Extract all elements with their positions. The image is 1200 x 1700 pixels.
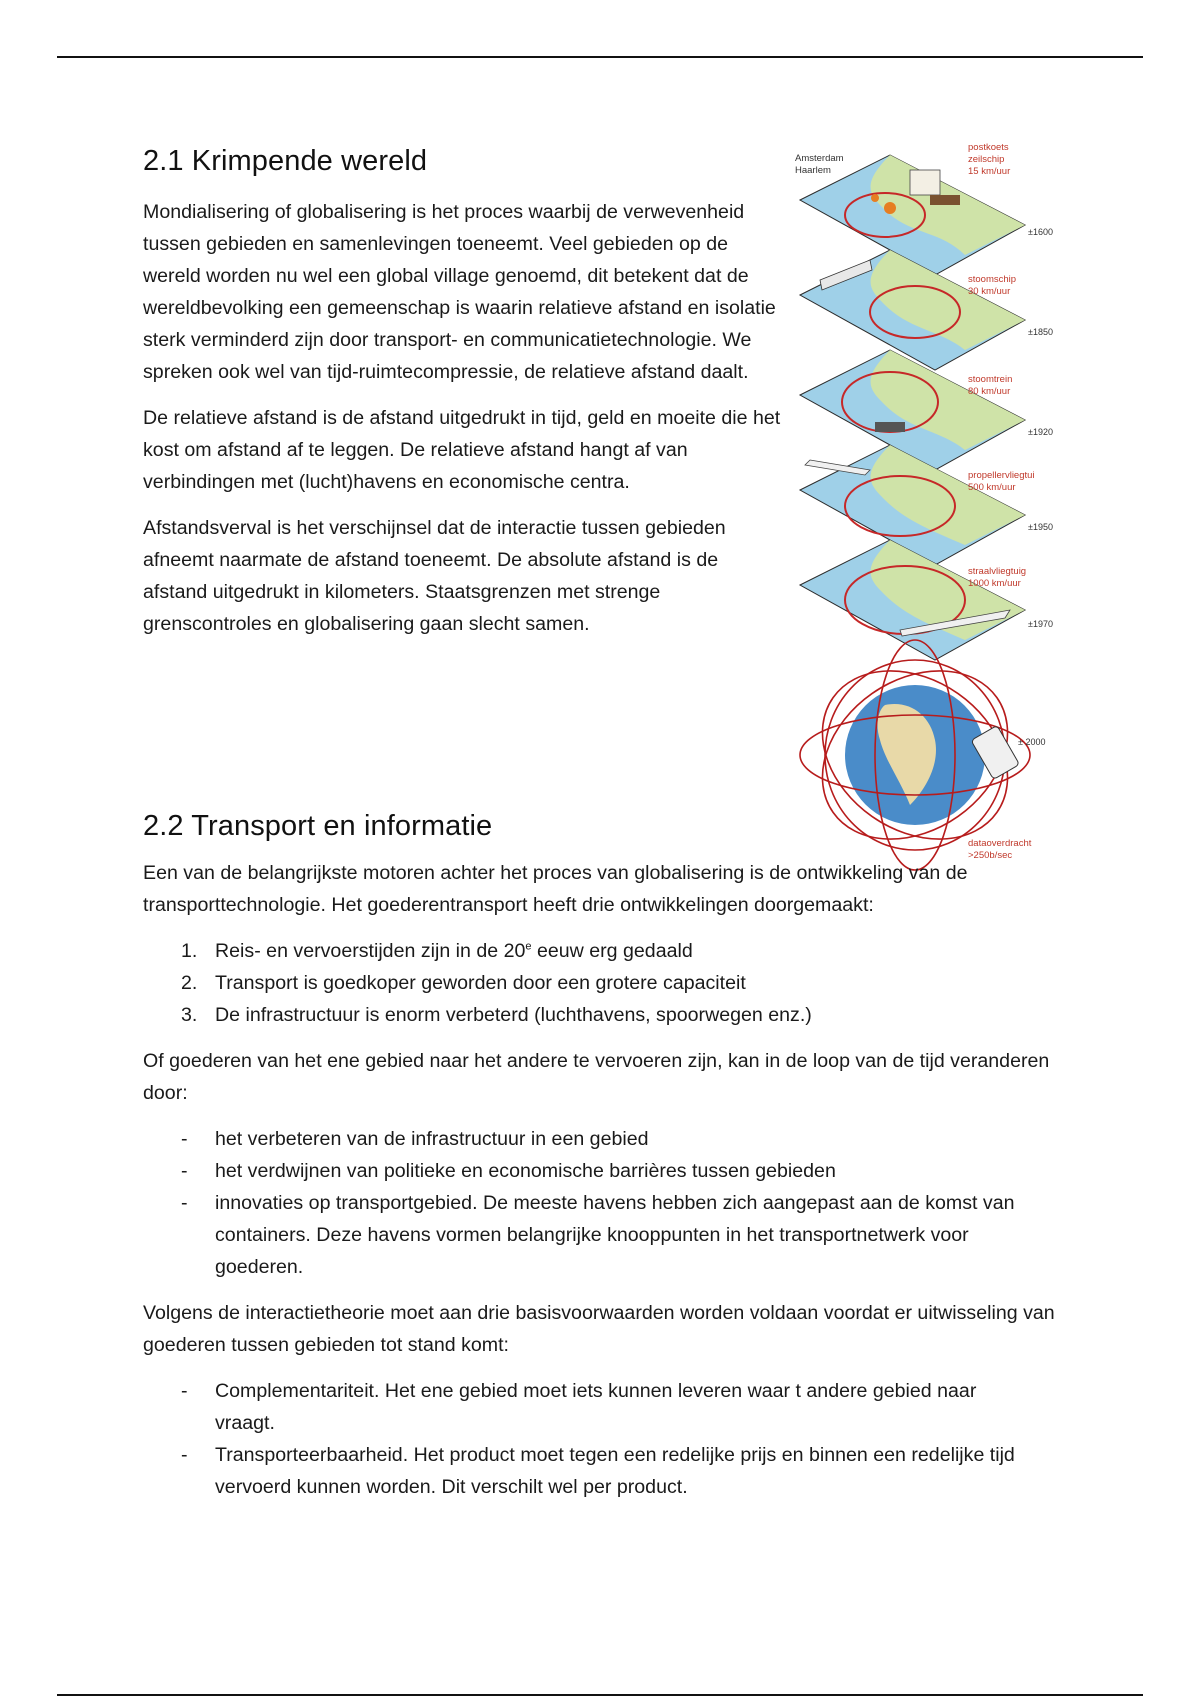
list-text: Transport is goedkoper geworden door een grotere capaciteit (215, 972, 746, 994)
paragraph: Volgens de interactietheorie moet aan drie basisvoorwaarden worden voldaan voordat er uitwisseling van goederen tussen gebieden tot stand komt: (143, 1302, 1055, 1356)
dash-marker: - (181, 1192, 188, 1214)
label-amsterdam: Amsterdam (795, 153, 844, 164)
paragraph: Mondialisering of globalisering is het proces waarbij de verwevenheid tussen gebieden en samenlevingen toeneemt. Veel gebieden op de wereld worden nu wel een global village genoemd, dit betekent dat de wereldbevolking een gemeenschap is waarin relatieve afstand en isolatie sterk verminderd zijn door transport- en communicatietechnologie. We spreken ook wel van tijd-ruimtecompressie, de relatieve afstand daalt. (143, 201, 776, 383)
map-layer-1970 (800, 540, 1025, 660)
year-label: ± 2000 (1018, 737, 1046, 747)
list-text: Reis- en vervoerstijden zijn in de 20 (215, 940, 526, 962)
list-text: eeuw erg gedaald (531, 940, 693, 962)
label-speed-3: 80 km/uur (968, 386, 1011, 397)
label-speed-1: 15 km/uur (968, 166, 1011, 177)
year-label: ±1850 (1028, 327, 1053, 337)
list-item (181, 935, 1063, 967)
label-zeilschip: zeilschip (968, 154, 1005, 165)
label-speed-6: >250b/sec (968, 850, 1013, 861)
section-title: 2.1 Krimpende wereld (143, 145, 428, 177)
year-label: ±1600 (1028, 227, 1053, 237)
label-speed-2: 30 km/uur (968, 286, 1011, 297)
list-number: 2. (181, 972, 198, 994)
list-number: 1. (181, 940, 198, 962)
label-data: dataoverdracht (968, 838, 1032, 849)
list-text: innovaties op transportgebied. De meeste havens hebben zich aangepast aan de komst van containers. Deze havens vormen belangrijke knooppunten in het transportnetwerk voor goederen. (215, 1192, 1015, 1278)
header-rule (57, 56, 1143, 58)
section-krimpende-wereld (143, 145, 783, 654)
year-label: ±1950 (1028, 522, 1053, 532)
paragraph: Of goederen van het ene gebied naar het andere te vervoeren zijn, kan in de loop van de tijd veranderen door: (143, 1050, 1050, 1104)
list-text: het verbeteren van de infrastructuur in een gebied (215, 1128, 649, 1150)
layered-maps-figure (790, 140, 1065, 875)
shrinking-world-illustration (790, 140, 1065, 875)
paragraph: Een van de belangrijkste motoren achter het proces van globalisering is de ontwikkeling van de transporttechnologie. Het goederentransport heeft drie ontwikkelingen doorgemaakt: (143, 862, 968, 916)
bullet-list (143, 1375, 1063, 1503)
list-item (181, 999, 1063, 1031)
label-straal: straalvliegtuig (968, 566, 1027, 577)
year-label: ±1970 (1028, 619, 1053, 629)
superscript: e (525, 940, 532, 953)
dash-marker: - (181, 1128, 188, 1150)
list-item (181, 1439, 1041, 1503)
list-item (181, 1155, 1041, 1187)
section-title: 2.2 Transport en informatie (143, 810, 493, 842)
map-layer-1850 (800, 250, 1025, 370)
list-number: 3. (181, 1004, 198, 1026)
paragraph: Afstandsverval is het verschijnsel dat de interactie tussen gebieden afneemt naarmate de afstand toeneemt. De absolute afstand is de afstand uitgedrukt in kilometers. Staatsgrenzen met strenge grenscontroles en globalisering gaan slecht samen. (143, 517, 726, 635)
numbered-list (143, 935, 1063, 1031)
map-layer-1920 (800, 350, 1025, 470)
bullet-list (143, 1123, 1063, 1283)
list-text: Complementariteit. Het ene gebied moet iets kunnen leveren waar t andere gebied naar vraagt. (215, 1380, 977, 1434)
paragraph: De relatieve afstand is de afstand uitgedrukt in tijd, geld en moeite die het kost om afstand af te leggen. De relatieve afstand hangt af van verbindingen met (lucht)havens en economische centra. (143, 407, 781, 493)
dash-marker: - (181, 1160, 188, 1182)
label-speed-5: 1000 km/uur (968, 578, 1021, 589)
dash-marker: - (181, 1380, 188, 1402)
label-speed-4: 500 km/uur (968, 482, 1016, 493)
list-item (181, 1187, 1041, 1283)
label-propeller: propellervliegtui (968, 470, 1035, 481)
year-label: ±1920 (1028, 427, 1053, 437)
dash-marker: - (181, 1444, 188, 1466)
list-item (181, 1123, 1041, 1155)
label-postkoets: postkoets (968, 142, 1009, 153)
label-stoomschip: stoomschip (968, 274, 1017, 285)
list-text: het verdwijnen van politieke en economische barrières tussen gebieden (215, 1160, 836, 1182)
list-item (181, 967, 1063, 999)
section-transport-informatie (143, 810, 1063, 1517)
list-text: Transporteerbaarheid. Het product moet tegen een redelijke prijs en binnen een redelijke tijd vervoerd kunnen worden. Dit verschilt wel per product. (215, 1444, 1015, 1498)
list-text: De infrastructuur is enorm verbeterd (luchthavens, spoorwegen enz.) (215, 1004, 812, 1026)
map-layer-1950 (800, 445, 1025, 565)
label-stoomtrein: stoomtrein (968, 374, 1013, 385)
label-haarlem: Haarlem (795, 165, 831, 176)
footer-rule (57, 1694, 1143, 1696)
list-item (181, 1375, 1041, 1439)
